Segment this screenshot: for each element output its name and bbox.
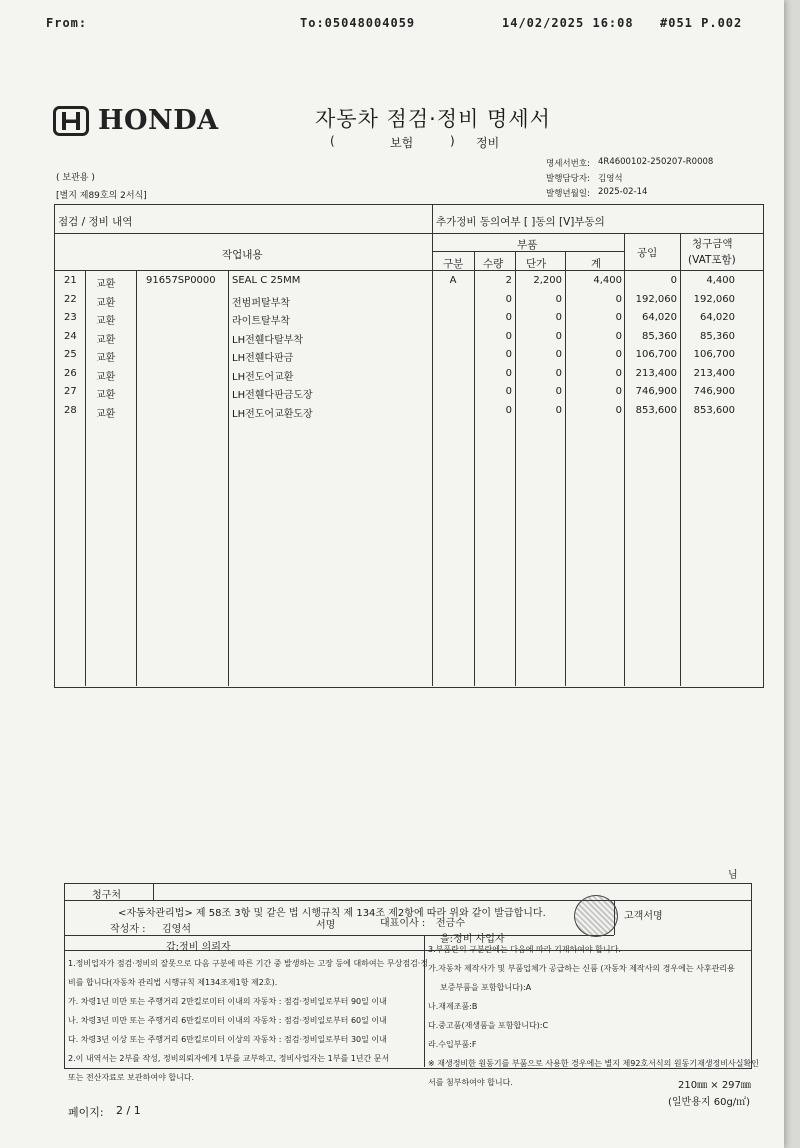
row-description: LH전도어교환도장 (232, 408, 313, 420)
form-reference: [별지 제89호의 2서식] (56, 191, 147, 201)
row-labor: 853,600 (635, 404, 677, 416)
row-work-type: 교환 (96, 353, 116, 364)
fax-to: To:05048004059 (300, 16, 416, 30)
corner-mark: 님 (728, 870, 738, 881)
row-description: LH전휀다판금도장 (232, 390, 313, 401)
company-seal-stamp (574, 895, 618, 937)
row-quantity: 0 (505, 386, 512, 397)
row-description: SEAL C 25MM (232, 275, 301, 286)
row-charge: 853,600 (693, 404, 735, 416)
section-title: 점검 / 정비 내역 (58, 216, 133, 228)
subtitle-insurance: 보험 (390, 136, 414, 150)
parts-note-line: 다.중고품(재생품을 포함합니다):C (428, 1021, 549, 1030)
ceo-label: 대표이사 : (380, 918, 426, 929)
charge-header-vat: (VAT포함) (688, 254, 736, 266)
doc-number-label: 명세서번호: (546, 159, 590, 169)
row-number: 21 (64, 275, 77, 286)
row-parts-total: 0 (615, 386, 622, 397)
row-charge: 64,020 (700, 312, 735, 323)
author-name: 김영석 (162, 924, 191, 935)
warranty-note-line: 가. 차령1년 미만 또는 주행거리 2만킬로미터 이내의 자동차 : 점검·정비일로부터 90일 이내 (68, 997, 387, 1006)
row-number: 22 (64, 293, 77, 305)
row-work-type: 교환 (96, 371, 116, 383)
row-description: 전범퍼탈부착 (232, 297, 290, 309)
billing-label: 청구처 (92, 890, 121, 901)
row-charge: 85,360 (700, 330, 735, 342)
fax-from: From: (46, 16, 88, 30)
row-labor: 192,060 (635, 293, 677, 305)
row-work-type: 교환 (96, 408, 116, 420)
row-work-type: 교환 (96, 334, 116, 346)
row-unit-price: 0 (555, 330, 562, 342)
row-labor: 213,400 (635, 367, 677, 379)
row-number: 26 (64, 367, 77, 379)
row-parts-total: 0 (615, 367, 622, 379)
issue-date-label: 발행년월일: (546, 189, 590, 199)
warranty-note-line: 나. 차령3년 미만 또는 주행거리 6만킬로미터 이내의 자동차 : 점검·정비일로부터 60일 이내 (68, 1016, 387, 1025)
row-unit-price: 0 (555, 367, 562, 379)
shop-header: 을:정비 사업자 (440, 934, 505, 945)
row-quantity: 0 (505, 404, 512, 416)
warranty-notes (68, 954, 428, 1087)
parts-note-line: 서를 첨부하여야 합니다. (428, 1078, 513, 1087)
extra-repair-consent: 추가정비 동의여부 [ ]동의 [V]부동의 (436, 216, 605, 228)
row-description: 라이트탈부착 (232, 316, 290, 327)
row-charge: 192,060 (693, 293, 735, 305)
unit-price-header: 단가 (526, 258, 547, 270)
row-category: A (449, 275, 457, 286)
row-quantity: 2 (505, 275, 512, 286)
issue-date: 2025-02-14 (598, 187, 648, 197)
row-unit-price: 0 (555, 312, 562, 323)
parts-note-line: 3.부품란의 구분란에는 다음에 따라 기재하여야 합니다. (428, 945, 621, 954)
sign-label: 서명 (316, 920, 336, 931)
parts-note-line: 라.수입부품:F (428, 1040, 477, 1049)
subtitle-close-paren: ) (450, 134, 455, 148)
row-number: 24 (64, 330, 77, 342)
row-part-number: 91657SP0000 (146, 275, 216, 286)
parts-header: 부품 (517, 239, 538, 251)
fax-page-ref: #051 P.002 (660, 16, 743, 30)
document-title: 자동차 점검·정비 명세서 (315, 107, 551, 131)
doc-number: 4R4600102-250207-R0008 (598, 157, 714, 167)
row-number: 27 (64, 386, 77, 397)
issuer-name: 김영석 (598, 174, 623, 184)
parts-note-line: ※ 재생정비한 원동기를 부품으로 사용한 경우에는 별지 제92호서식의 원동기재생정비사실확인 (428, 1059, 759, 1068)
row-charge: 4,400 (706, 275, 735, 286)
row-parts-total: 0 (615, 349, 622, 360)
row-unit-price: 0 (555, 293, 562, 305)
row-labor: 106,700 (635, 349, 677, 360)
row-quantity: 0 (505, 312, 512, 323)
paper-size: 210㎜ × 297㎜ (678, 1080, 751, 1091)
row-work-type: 교환 (96, 279, 116, 290)
row-quantity: 0 (505, 330, 512, 342)
row-description: LH전휀다판금 (232, 353, 294, 364)
row-number: 25 (64, 349, 77, 360)
honda-wing-logo-icon (53, 106, 89, 136)
parts-note-line: 보증부품을 포함합니다):A (440, 983, 532, 992)
work-content-header: 작업내용 (222, 249, 263, 261)
subtitle-label: 정비 (476, 136, 500, 150)
page-label: 페이지: (68, 1106, 104, 1119)
row-work-type: 교환 (96, 297, 116, 309)
parts-note-line: 가.자동차 제작사가 및 부품업체가 공급하는 신품 (자동차 제작사의 경우에는 사후관리용 (428, 964, 735, 973)
author-label: 작성자 : (110, 924, 146, 935)
warranty-note-line: 또는 전산자료로 보관하여야 합니다. (68, 1073, 195, 1082)
row-quantity: 0 (505, 349, 512, 360)
row-quantity: 0 (505, 367, 512, 379)
row-work-type: 교환 (96, 316, 116, 327)
row-work-type: 교환 (96, 390, 116, 401)
warranty-note-line: 비를 합니다(자동차 관리법 시행규칙 제134조제1항 제2호). (68, 978, 278, 987)
row-charge: 746,900 (693, 386, 735, 397)
row-parts-total: 0 (615, 293, 622, 305)
row-parts-total: 0 (615, 312, 622, 323)
row-number: 23 (64, 312, 77, 323)
parts-note-line: 나.재제조품:B (428, 1002, 478, 1011)
brand-wordmark: HONDA (98, 105, 219, 136)
row-labor: 746,900 (635, 386, 677, 397)
row-charge: 106,700 (693, 349, 735, 360)
row-labor: 64,020 (642, 312, 677, 323)
paper-type: (일반용지 60g/㎡) (668, 1097, 751, 1108)
row-parts-total: 4,400 (593, 275, 622, 286)
row-description: LH전도어교환 (232, 371, 294, 383)
client-header: 갑:정비 의뢰자 (166, 942, 231, 953)
customer-sign-label: 고객서명 (624, 911, 663, 922)
row-parts-total: 0 (615, 330, 622, 342)
warranty-note-line: 1.정비업자가 점검·정비의 잘못으로 다음 구분에 따른 기간 중 발생하는 고장 등에 대하여는 무상점검·정 (68, 959, 429, 968)
row-description: LH전휀다탈부착 (232, 334, 304, 346)
ceo-name: 전금수 (436, 918, 465, 929)
issuer-label: 발행담당자: (546, 174, 590, 184)
row-unit-price: 0 (555, 349, 562, 360)
row-unit-price: 2,200 (533, 275, 562, 286)
subtitle-open-paren: ( (330, 134, 335, 148)
copy-label: ( 보관용 ) (56, 173, 95, 183)
row-parts-total: 0 (615, 404, 622, 416)
row-number: 28 (64, 404, 77, 416)
row-unit-price: 0 (555, 404, 562, 416)
row-quantity: 0 (505, 293, 512, 305)
row-labor: 85,360 (642, 330, 677, 342)
row-charge: 213,400 (693, 367, 735, 379)
total-header: 계 (591, 258, 602, 270)
row-labor: 0 (670, 275, 677, 286)
fax-datetime: 14/02/2025 16:08 (502, 16, 634, 30)
warranty-note-line: 다. 차령3년 이상 또는 주행거리 6만킬로미터 이상의 자동차 : 점검·정비일로부터 30일 이내 (68, 1035, 387, 1044)
charge-header: 청구금액 (692, 238, 733, 250)
category-header: 구분 (443, 258, 464, 270)
legal-declaration: <자동차관리법> 제 58조 3항 및 같은 법 시행규칙 제 134조 제2항에 따라 위와 같이 발급합니다. (118, 908, 546, 919)
labor-header: 공임 (637, 247, 658, 259)
parts-category-notes (428, 940, 759, 1092)
row-unit-price: 0 (555, 386, 562, 397)
warranty-note-line: 2.이 내역서는 2부를 작성, 정비의뢰자에게 1부를 교부하고, 정비사업자는 1부를 1년간 문서 (68, 1054, 390, 1063)
qty-header: 수량 (483, 258, 504, 270)
page-value: 2 / 1 (116, 1104, 141, 1117)
